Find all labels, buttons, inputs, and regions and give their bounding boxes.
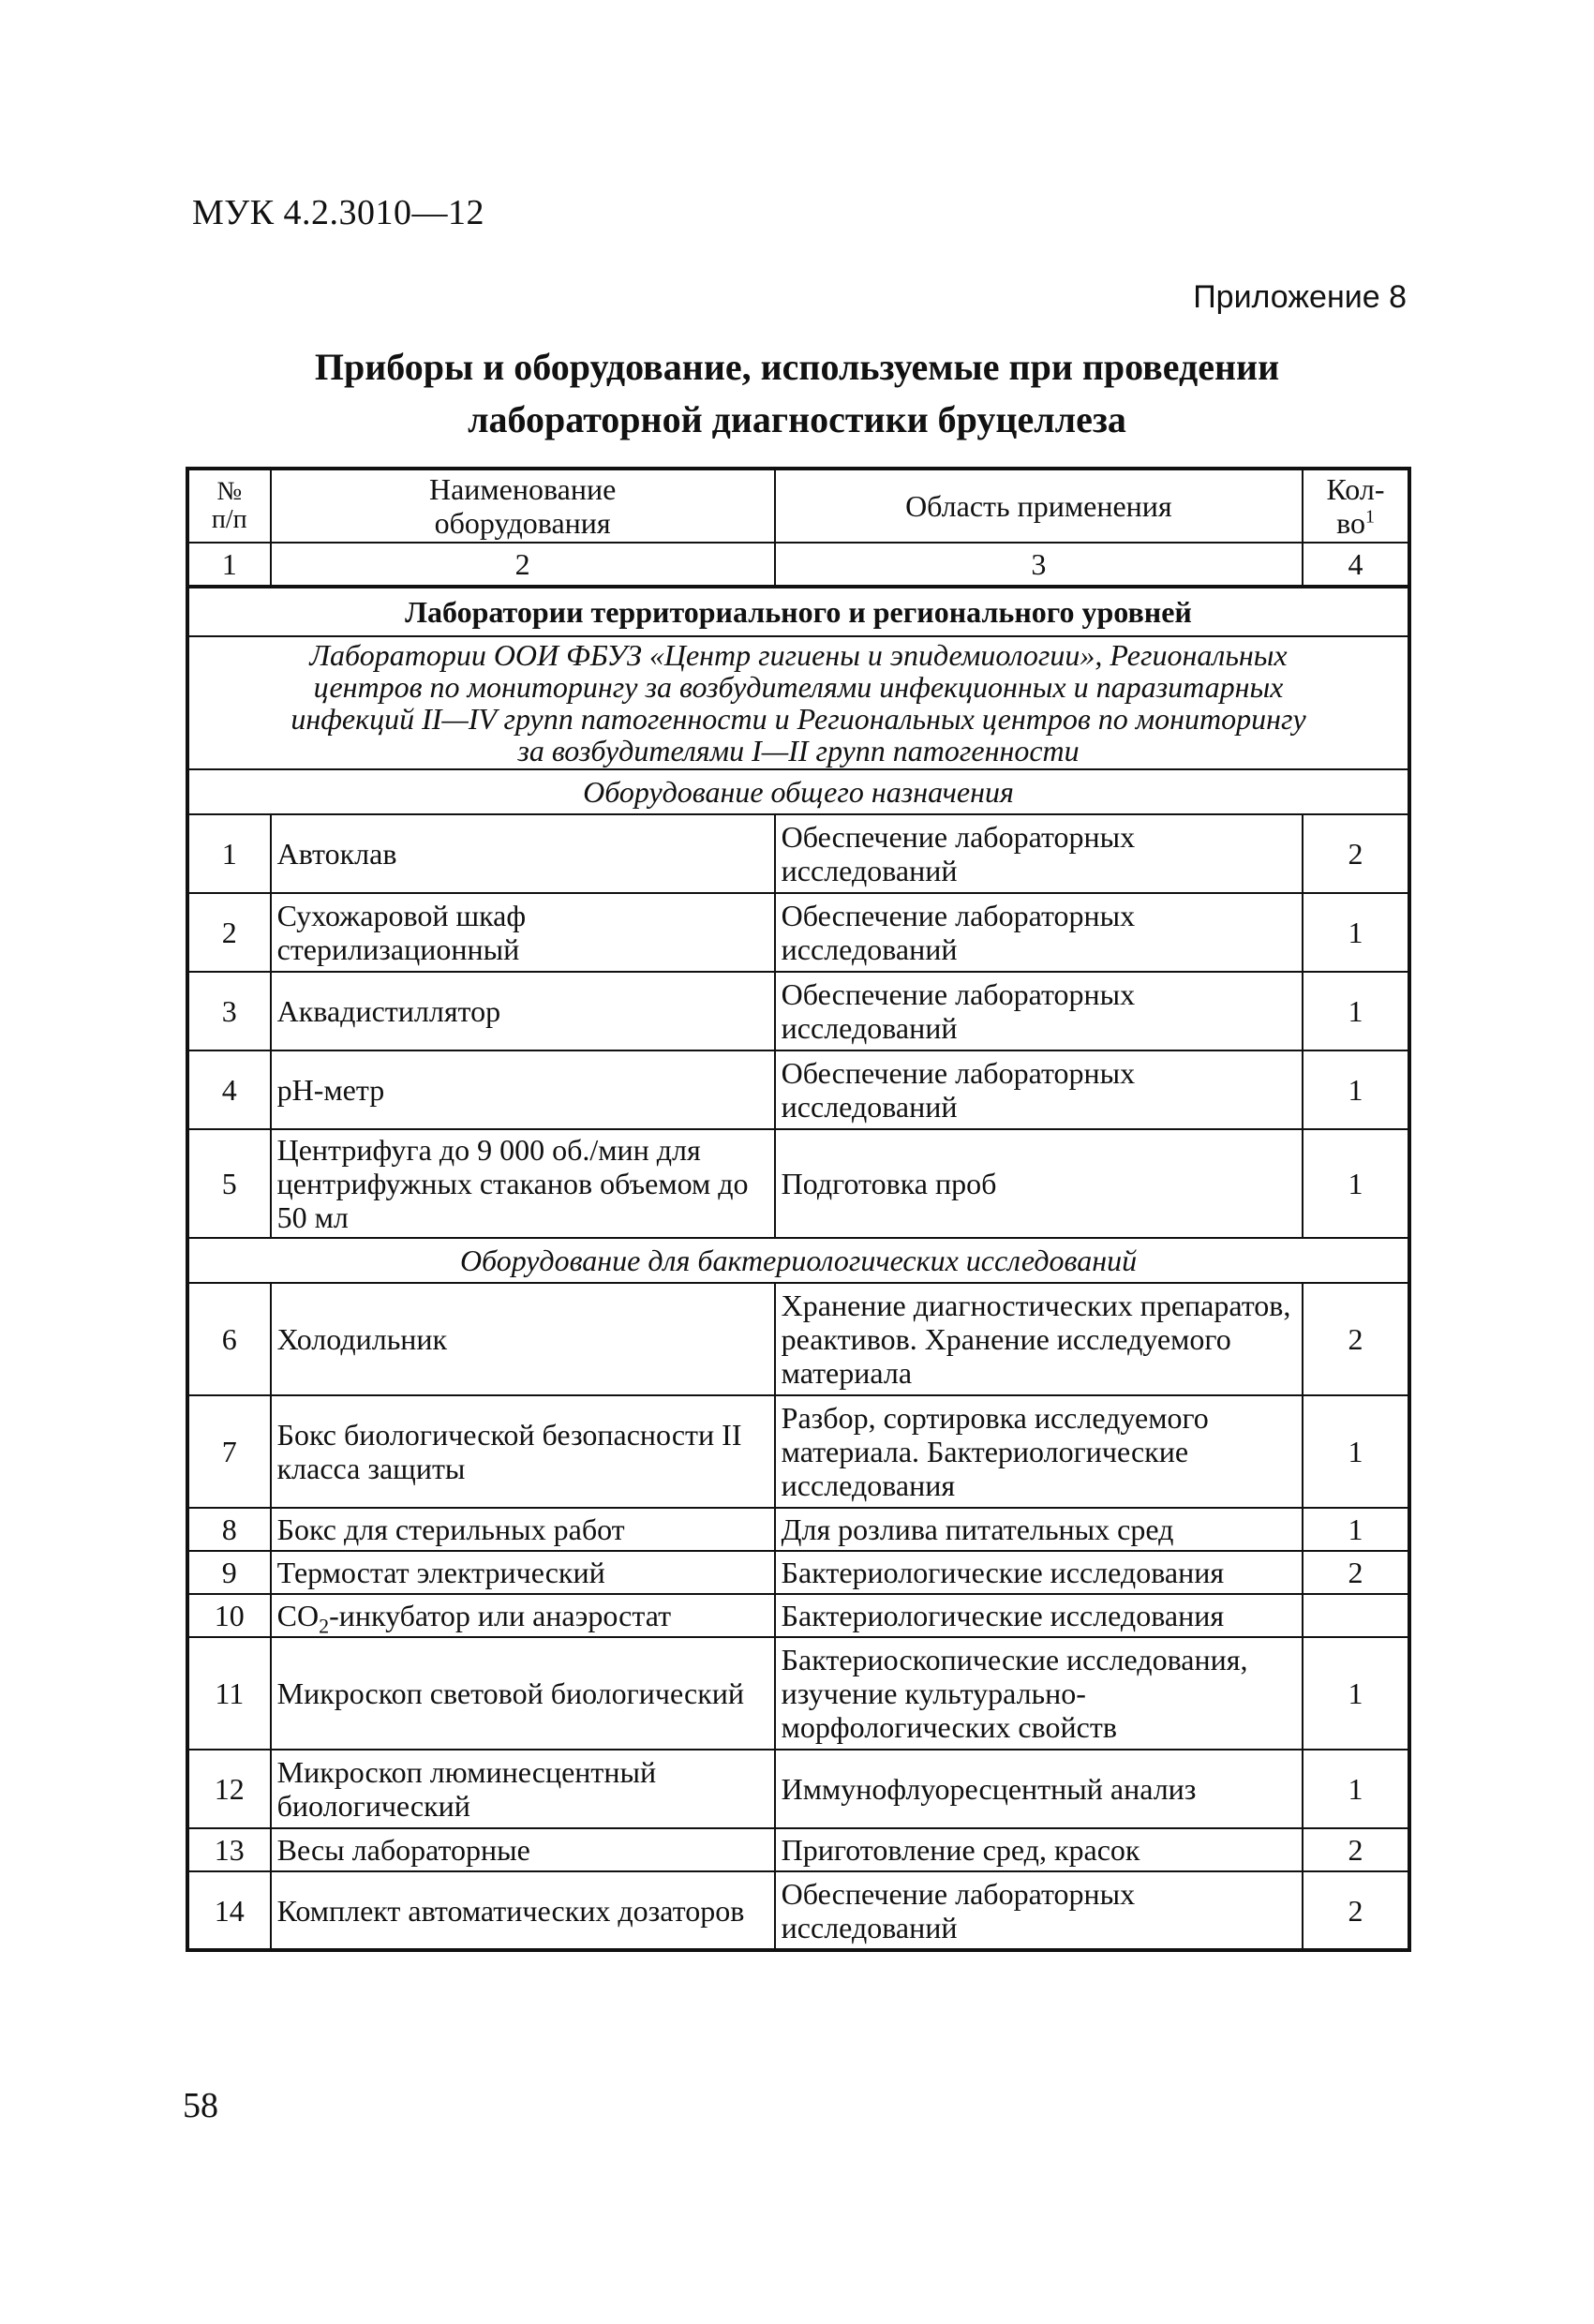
quantity: 2 (1303, 1283, 1409, 1395)
subsection-row (187, 636, 1409, 769)
table-row (187, 1871, 1409, 1950)
quantity: 1 (1303, 1050, 1409, 1129)
header-text-part: во (1336, 506, 1365, 540)
quantity: 1 (1303, 972, 1409, 1050)
column-header-area: Область применения (775, 469, 1303, 543)
subscript: 2 (319, 1614, 330, 1638)
application-area: Подготовка проб (775, 1129, 1303, 1238)
column-index: 1 (187, 543, 271, 587)
quantity: 2 (1303, 1551, 1409, 1594)
equipment-table (186, 467, 1411, 1952)
header-text: оборудования (434, 506, 611, 540)
column-header-name (271, 469, 775, 543)
document-code: МУК 4.2.3010—12 (192, 193, 485, 232)
application-area: Бактериоскопические исследования, изучение культурально-морфологических свойств (775, 1637, 1303, 1750)
name-part: -инкубатор или анаэростат (329, 1599, 672, 1632)
quantity: 1 (1303, 1637, 1409, 1750)
equipment-name: Бокс биологической безопасности II класса защиты (271, 1395, 775, 1508)
application-area: Хранение диагностических препаратов, реактивов. Хранение исследуемого материала (775, 1283, 1303, 1395)
row-number: 4 (187, 1050, 271, 1129)
section-title: Лаборатории территориального и регионального уровней (187, 587, 1409, 636)
subsection-line: центров по мониторингу за возбудителями инфекционных и паразитарных (313, 670, 1284, 704)
column-header-number (187, 469, 271, 543)
equipment-name: Микроскоп световой биологический (271, 1637, 775, 1750)
row-number: 6 (187, 1283, 271, 1395)
row-number: 11 (187, 1637, 271, 1750)
row-number: 12 (187, 1750, 271, 1828)
table-row (187, 1129, 1409, 1238)
equipment-name: Микроскоп люминесцентный биологический (271, 1750, 775, 1828)
table-row (187, 1508, 1409, 1551)
table-row (187, 1050, 1409, 1129)
equipment-name: Автоклав (271, 814, 775, 893)
row-number: 10 (187, 1594, 271, 1637)
application-area: Обеспечение лабораторных исследований (775, 893, 1303, 972)
row-number: 3 (187, 972, 271, 1050)
quantity: 1 (1303, 1395, 1409, 1508)
table-row (187, 1283, 1409, 1395)
quantity: 1 (1303, 893, 1409, 972)
appendix-label: Приложение 8 (1193, 279, 1407, 315)
application-area: Обеспечение лабораторных исследований (775, 814, 1303, 893)
row-number: 8 (187, 1508, 271, 1551)
group-title: Оборудование для бактериологических исследований (187, 1238, 1409, 1283)
group-header-row (187, 1238, 1409, 1283)
equipment-name (271, 1594, 775, 1637)
page-title (187, 341, 1407, 446)
table-header-row (187, 469, 1409, 543)
equipment-name: Центрифуга до 9 000 об./мин для центрифужных стаканов объемом до 50 мл (271, 1129, 775, 1238)
equipment-name: Аквадистиллятор (271, 972, 775, 1050)
row-number: 7 (187, 1395, 271, 1508)
column-header-quantity (1303, 469, 1409, 543)
subsection-line: инфекций II—IV групп патогенности и Региональных центров по мониторингу (290, 702, 1306, 736)
title-line: лабораторной диагностики бруцеллеза (468, 398, 1126, 440)
name-part: CO (276, 1599, 320, 1632)
application-area: Иммунофлуоресцентный анализ (775, 1750, 1303, 1828)
header-text (1309, 506, 1402, 540)
quantity: 2 (1303, 814, 1409, 893)
header-text: № (216, 477, 243, 506)
equipment-name: Бокс для стерильных работ (271, 1508, 775, 1551)
equipment-name: Весы лабораторные (271, 1828, 775, 1871)
row-number: 9 (187, 1551, 271, 1594)
table-row (187, 1551, 1409, 1594)
application-area: Для розлива питательных сред (775, 1508, 1303, 1551)
equipment-name: pH-метр (271, 1050, 775, 1129)
quantity: 2 (1303, 1871, 1409, 1950)
table-row (187, 893, 1409, 972)
equipment-name: Сухожаровой шкаф стерилизационный (271, 893, 775, 972)
title-line: Приборы и оборудование, используемые при проведении (314, 346, 1280, 388)
subsection-line: за возбудителями I—II групп патогенности (517, 734, 1080, 767)
application-area: Обеспечение лабораторных исследований (775, 972, 1303, 1050)
table-row (187, 1750, 1409, 1828)
row-number: 2 (187, 893, 271, 972)
page-number: 58 (183, 2086, 218, 2125)
header-text: п/п (211, 505, 247, 534)
footnote-mark: 1 (1364, 506, 1375, 528)
application-area: Бактериологические исследования (775, 1551, 1303, 1594)
table-row (187, 1828, 1409, 1871)
column-index-row (187, 543, 1409, 587)
row-number: 1 (187, 814, 271, 893)
table-row (187, 814, 1409, 893)
group-title: Оборудование общего назначения (187, 769, 1409, 814)
column-index: 2 (271, 543, 775, 587)
row-number: 14 (187, 1871, 271, 1950)
table-row (187, 1395, 1409, 1508)
row-number: 5 (187, 1129, 271, 1238)
application-area: Приготовление сред, красок (775, 1828, 1303, 1871)
table-row (187, 972, 1409, 1050)
quantity: 1 (1303, 1750, 1409, 1828)
subsection-title (187, 636, 1409, 769)
quantity: 1 (1303, 1129, 1409, 1238)
application-area: Бактериологические исследования (775, 1594, 1303, 1637)
column-index: 4 (1303, 543, 1409, 587)
column-index: 3 (775, 543, 1303, 587)
quantity: 1 (1303, 1508, 1409, 1551)
header-text: Кол- (1326, 472, 1385, 506)
equipment-name: Комплект автоматических дозаторов (271, 1871, 775, 1950)
equipment-name: Термостат электрический (271, 1551, 775, 1594)
subsection-line: Лаборатории ООИ ФБУЗ «Центр гигиены и эпидемиологии», Региональных (309, 638, 1288, 672)
group-header-row (187, 769, 1409, 814)
application-area: Обеспечение лабораторных исследований (775, 1871, 1303, 1950)
equipment-name: Холодильник (271, 1283, 775, 1395)
row-number: 13 (187, 1828, 271, 1871)
application-area: Обеспечение лабораторных исследований (775, 1050, 1303, 1129)
table-row (187, 1637, 1409, 1750)
header-text: Наименование (428, 472, 617, 506)
section-header-row (187, 587, 1409, 636)
quantity (1303, 1594, 1409, 1637)
application-area: Разбор, сортировка исследуемого материала. Бактериологические исследования (775, 1395, 1303, 1508)
table-row (187, 1594, 1409, 1637)
quantity: 2 (1303, 1828, 1409, 1871)
